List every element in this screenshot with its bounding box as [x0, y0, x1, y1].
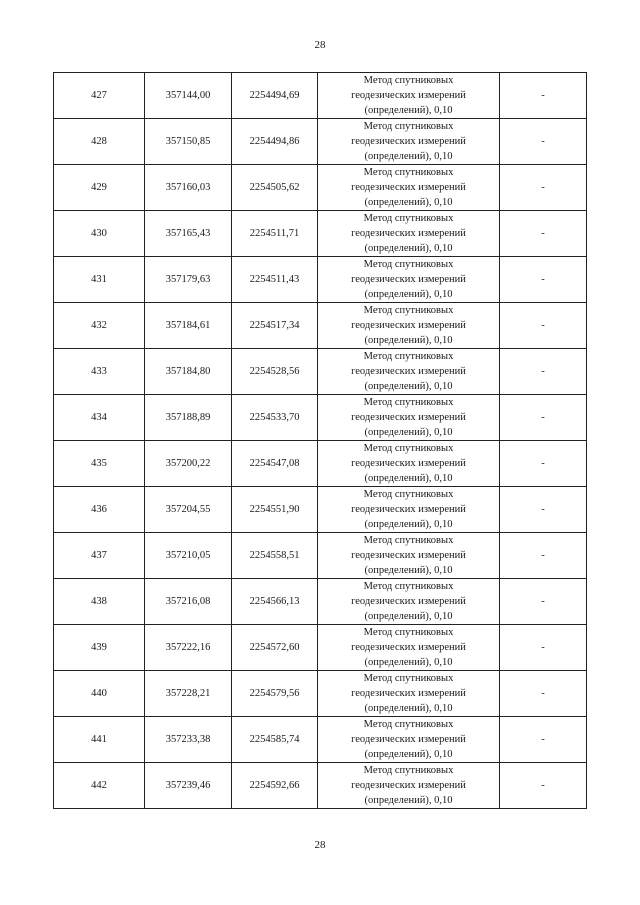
- point-number-cell: 438: [54, 579, 145, 625]
- method-line-2: геодезических измерений: [351, 182, 466, 193]
- x-coordinate-cell: 357200,22: [145, 441, 232, 487]
- method-line-1: Метод спутниковых: [363, 305, 454, 316]
- method-line-3: (определений), 0,10: [364, 703, 453, 714]
- method-cell: [318, 257, 500, 303]
- table-row: [54, 763, 587, 809]
- x-coordinate-cell: 357184,61: [145, 303, 232, 349]
- method-line-1: Метод спутниковых: [363, 351, 454, 362]
- point-number-cell: 436: [54, 487, 145, 533]
- method-cell: [318, 487, 500, 533]
- x-coordinate-cell: 357150,85: [145, 119, 232, 165]
- point-number-cell: 437: [54, 533, 145, 579]
- x-coordinate-cell: 357184,80: [145, 349, 232, 395]
- table-row: [54, 73, 587, 119]
- y-coordinate-cell: 2254585,74: [232, 717, 318, 763]
- page-number-bottom: 28: [314, 839, 326, 851]
- point-number-cell: 441: [54, 717, 145, 763]
- table-row: [54, 395, 587, 441]
- point-number-cell: 439: [54, 625, 145, 671]
- y-coordinate-cell: 2254494,69: [232, 73, 318, 119]
- page-number-top: 28: [314, 39, 326, 51]
- point-number-cell: 432: [54, 303, 145, 349]
- point-number-cell: 442: [54, 763, 145, 809]
- method-line-1: Метод спутниковых: [363, 167, 454, 178]
- method-cell: [318, 303, 500, 349]
- table-row: [54, 349, 587, 395]
- method-line-3: (определений), 0,10: [364, 749, 453, 760]
- table-row: [54, 671, 587, 717]
- method-line-3: (определений), 0,10: [364, 105, 453, 116]
- method-line-3: (определений), 0,10: [364, 243, 453, 254]
- note-cell: -: [500, 349, 587, 395]
- method-line-2: геодезических измерений: [351, 320, 466, 331]
- method-line-3: (определений), 0,10: [364, 289, 453, 300]
- y-coordinate-cell: 2254566,13: [232, 579, 318, 625]
- method-cell: [318, 717, 500, 763]
- note-cell: -: [500, 579, 587, 625]
- table-row: [54, 625, 587, 671]
- y-coordinate-cell: 2254494,86: [232, 119, 318, 165]
- note-cell: -: [500, 211, 587, 257]
- method-line-2: геодезических измерений: [351, 412, 466, 423]
- coordinates-table-body: [54, 73, 587, 809]
- method-line-2: геодезических измерений: [351, 504, 466, 515]
- method-line-1: Метод спутниковых: [363, 535, 454, 546]
- x-coordinate-cell: 357239,46: [145, 763, 232, 809]
- y-coordinate-cell: 2254592,66: [232, 763, 318, 809]
- method-line-2: геодезических измерений: [351, 228, 466, 239]
- point-number-cell: 431: [54, 257, 145, 303]
- note-cell: -: [500, 441, 587, 487]
- point-number-cell: 429: [54, 165, 145, 211]
- x-coordinate-cell: 357233,38: [145, 717, 232, 763]
- y-coordinate-cell: 2254533,70: [232, 395, 318, 441]
- method-line-2: геодезических измерений: [351, 366, 466, 377]
- note-cell: -: [500, 395, 587, 441]
- table-row: [54, 119, 587, 165]
- y-coordinate-cell: 2254505,62: [232, 165, 318, 211]
- x-coordinate-cell: 357210,05: [145, 533, 232, 579]
- y-coordinate-cell: 2254551,90: [232, 487, 318, 533]
- note-cell: -: [500, 119, 587, 165]
- note-cell: -: [500, 763, 587, 809]
- method-line-2: геодезических измерений: [351, 688, 466, 699]
- method-line-1: Метод спутниковых: [363, 581, 454, 592]
- note-cell: -: [500, 303, 587, 349]
- method-line-2: геодезических измерений: [351, 550, 466, 561]
- method-line-3: (определений), 0,10: [364, 519, 453, 530]
- method-line-3: (определений), 0,10: [364, 381, 453, 392]
- note-cell: -: [500, 671, 587, 717]
- x-coordinate-cell: 357222,16: [145, 625, 232, 671]
- method-line-2: геодезических измерений: [351, 458, 466, 469]
- point-number-cell: 433: [54, 349, 145, 395]
- method-line-1: Метод спутниковых: [363, 719, 454, 730]
- table-row: [54, 441, 587, 487]
- method-line-1: Метод спутниковых: [363, 765, 454, 776]
- note-cell: -: [500, 165, 587, 211]
- table-row: [54, 165, 587, 211]
- table-row: [54, 303, 587, 349]
- x-coordinate-cell: 357188,89: [145, 395, 232, 441]
- x-coordinate-cell: 357179,63: [145, 257, 232, 303]
- method-line-1: Метод спутниковых: [363, 673, 454, 684]
- y-coordinate-cell: 2254528,56: [232, 349, 318, 395]
- method-line-2: геодезических измерений: [351, 596, 466, 607]
- method-line-3: (определений), 0,10: [364, 611, 453, 622]
- y-coordinate-cell: 2254511,43: [232, 257, 318, 303]
- x-coordinate-cell: 357204,55: [145, 487, 232, 533]
- method-line-2: геодезических измерений: [351, 136, 466, 147]
- point-number-cell: 434: [54, 395, 145, 441]
- point-number-cell: 430: [54, 211, 145, 257]
- note-cell: -: [500, 73, 587, 119]
- point-number-cell: 427: [54, 73, 145, 119]
- method-line-1: Метод спутниковых: [363, 259, 454, 270]
- method-cell: [318, 395, 500, 441]
- method-line-2: геодезических измерений: [351, 734, 466, 745]
- x-coordinate-cell: 357165,43: [145, 211, 232, 257]
- point-number-cell: 428: [54, 119, 145, 165]
- method-line-3: (определений), 0,10: [364, 151, 453, 162]
- method-cell: [318, 625, 500, 671]
- y-coordinate-cell: 2254572,60: [232, 625, 318, 671]
- method-line-3: (определений), 0,10: [364, 473, 453, 484]
- method-line-1: Метод спутниковых: [363, 443, 454, 454]
- method-cell: [318, 763, 500, 809]
- note-cell: -: [500, 717, 587, 763]
- y-coordinate-cell: 2254511,71: [232, 211, 318, 257]
- y-coordinate-cell: 2254547,08: [232, 441, 318, 487]
- method-cell: [318, 533, 500, 579]
- method-line-3: (определений), 0,10: [364, 565, 453, 576]
- method-cell: [318, 671, 500, 717]
- method-line-1: Метод спутниковых: [363, 627, 454, 638]
- note-cell: -: [500, 533, 587, 579]
- method-line-1: Метод спутниковых: [363, 489, 454, 500]
- method-cell: [318, 211, 500, 257]
- point-number-cell: 435: [54, 441, 145, 487]
- method-cell: [318, 349, 500, 395]
- method-line-3: (определений), 0,10: [364, 427, 453, 438]
- method-cell: [318, 441, 500, 487]
- method-line-2: геодезических измерений: [351, 780, 466, 791]
- table-row: [54, 533, 587, 579]
- table-row: [54, 487, 587, 533]
- method-line-3: (определений), 0,10: [364, 197, 453, 208]
- method-line-2: геодезических измерений: [351, 274, 466, 285]
- method-line-3: (определений), 0,10: [364, 657, 453, 668]
- method-cell: [318, 579, 500, 625]
- x-coordinate-cell: 357216,08: [145, 579, 232, 625]
- x-coordinate-cell: 357160,03: [145, 165, 232, 211]
- note-cell: -: [500, 257, 587, 303]
- method-line-1: Метод спутниковых: [363, 213, 454, 224]
- method-line-1: Метод спутниковых: [363, 121, 454, 132]
- method-line-1: Метод спутниковых: [363, 75, 454, 86]
- table-row: [54, 211, 587, 257]
- table-row: [54, 257, 587, 303]
- method-cell: [318, 119, 500, 165]
- method-line-1: Метод спутниковых: [363, 397, 454, 408]
- method-line-3: (определений), 0,10: [364, 795, 453, 806]
- x-coordinate-cell: 357228,21: [145, 671, 232, 717]
- y-coordinate-cell: 2254579,56: [232, 671, 318, 717]
- method-line-2: геодезических измерений: [351, 90, 466, 101]
- method-cell: [318, 165, 500, 211]
- method-line-3: (определений), 0,10: [364, 335, 453, 346]
- table-row: [54, 717, 587, 763]
- table-row: [54, 579, 587, 625]
- y-coordinate-cell: 2254558,51: [232, 533, 318, 579]
- y-coordinate-cell: 2254517,34: [232, 303, 318, 349]
- note-cell: -: [500, 487, 587, 533]
- coordinates-table: [53, 72, 587, 809]
- note-cell: -: [500, 625, 587, 671]
- point-number-cell: 440: [54, 671, 145, 717]
- x-coordinate-cell: 357144,00: [145, 73, 232, 119]
- method-line-2: геодезических измерений: [351, 642, 466, 653]
- method-cell: [318, 73, 500, 119]
